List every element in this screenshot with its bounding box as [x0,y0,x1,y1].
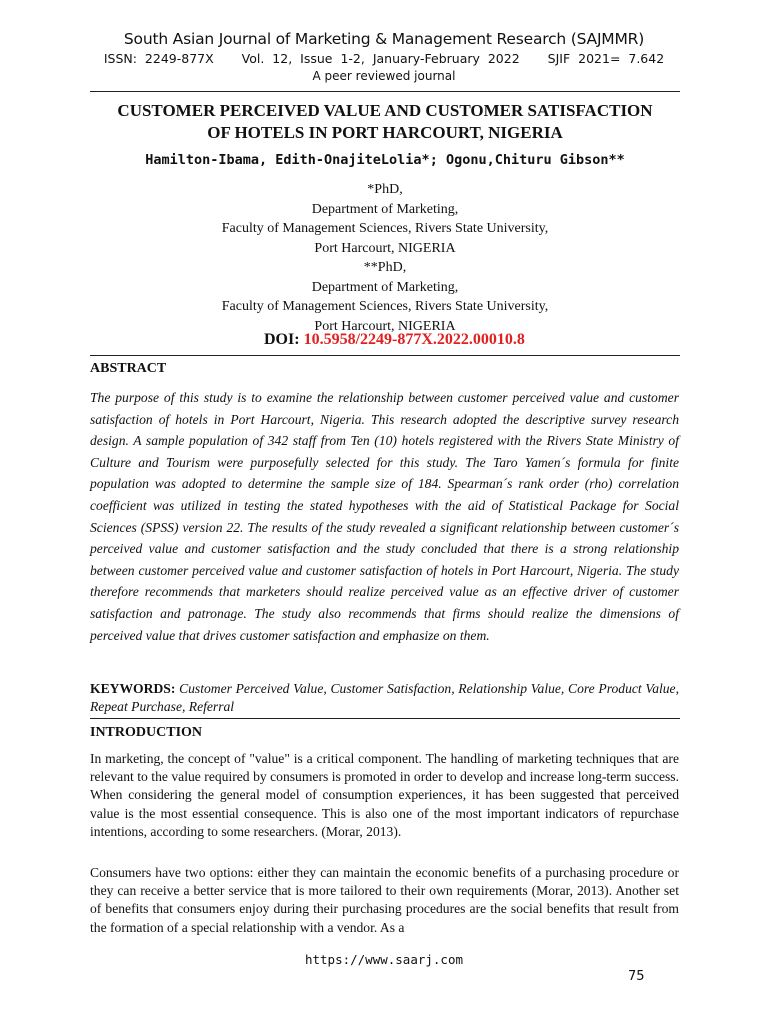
affiliation-degree: **PhD, [363,260,407,275]
journal-header [0,28,768,84]
affiliation-faculty: Faculty of Management Sciences, Rivers State University, [221,221,549,236]
article-title-line2: OF HOTELS IN PORT HARCOURT, NIGERIA [207,123,563,142]
footer-url-link[interactable]: https://www.saarj.com [304,952,464,967]
abstract-text: The purpose of this study is to examine the relationship between customer perceived value and customer satisfaction of hotels in Port Harcourt, Nigeria. This research adopted the descriptive survey research design. A sample population of 342 staff from Ten (10) hotels registered with the Rivers State Ministry of Culture and Tourism were purposefully selected for this study. The Taro Yamen´s formula for finite population was adopted to determine the sample size of 184. Spearman´s rank order (rho) correlation coefficient was utilized in testing the stated hypotheses with the aid of Statistical Package for Social Sciences (SPSS) version 22. The results of the study revealed a significant relationship between customer´s perceived value and customer satisfaction and the study concluded that there is a strong relationship between customer perceived value and customer satisfaction of hotels in Port Harcourt, Nigeria. The study therefore recommends that marketers should realize perceived value as an effective driver of customer satisfaction and patronage. The study also recommends that firms should realize the dimensions of perceived value that drives customer satisfaction and emphasize on them. [90,390,679,643]
doi-link[interactable]: 10.5958/2249-877X.2022.00010.8 [303,331,525,348]
keywords-label: KEYWORDS: [90,681,176,696]
article-title-line1: CUSTOMER PERCEIVED VALUE AND CUSTOMER SATISFACTION [117,101,653,120]
keywords-block [90,680,679,716]
affiliation-location: Port Harcourt, NIGERIA [314,318,456,334]
journal-meta [0,50,768,68]
issn-text: ISSN: 2249-877X [103,51,214,66]
affiliation-degree: *PhD, [367,182,403,197]
article-title [90,100,680,144]
volume-text: Vol. 12, Issue 1-2, January-February 2022 [241,51,520,66]
abstract-heading: ABSTRACT [90,361,167,376]
doi-label: DOI: [264,331,300,348]
keywords-text: Customer Perceived Value, Customer Satisfaction, Relationship Value, Core Product Value, Repeat Purchase, Referral [90,681,679,714]
abstract-divider [90,355,680,356]
affiliation-block-2 [90,258,680,336]
affiliation-location: Port Harcourt, NIGERIA [314,240,456,256]
affiliation-faculty: Faculty of Management Sciences, Rivers State University, [221,299,549,314]
intro-paragraph-2: Consumers have two options: either they can maintain the economic benefits of a purchasing procedure or they can receive a better service that is more tailored to their own requirements (Morar, 2013). Another set of benefits that consumers enjoy during their purchasing procedures are the social benefits that result from the formation of a special relationship with a vendor. As a [90,865,679,935]
intro-paragraph-1: In marketing, the concept of "value" is a critical component. The handling of marketing techniques that are relevant to the value required by consumers is promoted in order to develop and increase long-term success. When considering the general model of consumption experiences, it has been suggested that perceived value is the most essential consequence. This is also one of the most important indicators of repurchase intentions, according to some researchers. (Morar, 2013). [90,751,679,839]
page-number: 75 [628,969,645,984]
doi-line [264,331,525,349]
introduction-heading: INTRODUCTION [90,725,203,740]
sjif-text: SJIF 2021= 7.642 [547,51,665,66]
peer-reviewed-text: A peer reviewed journal [312,69,456,83]
journal-title: South Asian Journal of Marketing & Management Research (SAJMMR) [123,30,645,48]
affiliation-block-1 [90,180,680,258]
keywords-divider [90,718,680,719]
affiliation-department: Department of Marketing, [311,201,459,217]
affiliation-department: Department of Marketing, [311,279,459,295]
authors-line: Hamilton-Ibama, Edith-OnajiteLolia*; Ogonu,Chituru Gibson** [145,152,625,168]
header-divider [90,91,680,92]
